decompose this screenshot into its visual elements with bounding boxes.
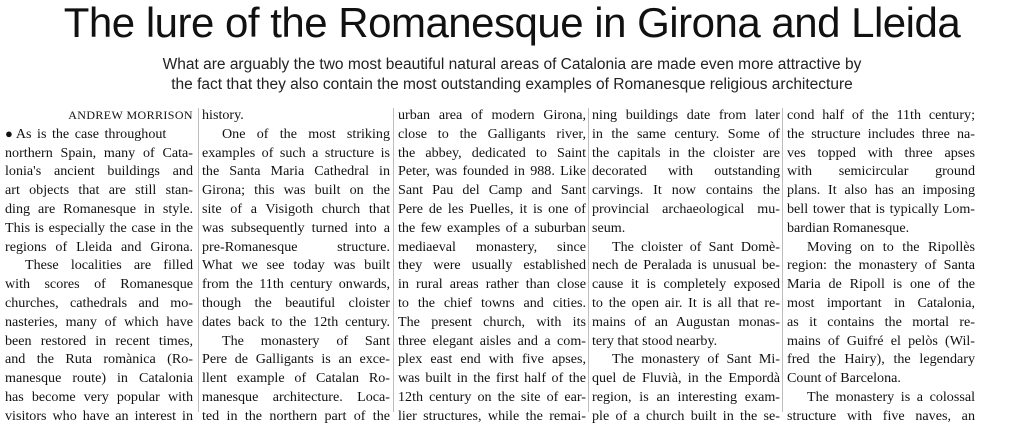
text-line: most important in Catalonia, [787, 294, 975, 311]
text-line: Pere de Galligants is an exce- [202, 351, 390, 368]
text-line: and the Ruta romànica (Ro- [5, 351, 193, 368]
text-line: churches, cathedrals and mo- [5, 294, 193, 311]
text-line: from the 11th century onwards, [202, 276, 390, 293]
text-line: the capitals in the cloister are [592, 144, 780, 161]
text-line: Count of Barcelona. [787, 370, 901, 387]
text-line: fred the Hairy), the legendary [787, 351, 975, 368]
article-column-5 [787, 106, 975, 426]
text-line: 12th century on the site of ear- [398, 388, 586, 405]
text-line: The cloister of Sant Domè- [612, 238, 780, 255]
text-line: region, is an interesting exam- [592, 388, 780, 405]
text-line: seum. [592, 219, 626, 236]
standfirst-line: What are arguably the two most beautiful natural areas of Catalonia are made even more attractive by [162, 56, 862, 73]
text-line: mains of an Augustan monas- [592, 313, 780, 330]
text-line: regions of Lleida and Girona. [5, 238, 193, 255]
text-line: with semicircular ground [787, 163, 975, 180]
text-line: ves topped with three apses [787, 144, 975, 161]
text-line: ding are Romanesque in style. [5, 200, 193, 217]
text-line: manesque route) in Catalonia [5, 370, 193, 387]
text-line: Peter, was founded in 988. Like [398, 163, 586, 180]
text-line: northern Spain, many of Cata- [5, 144, 193, 161]
standfirst-line: the fact that they also contain the most outstanding examples of Romanesque religious architecture [171, 76, 853, 93]
text-line: was built in the first half of the [398, 370, 586, 387]
article-headline: The lure of the Romanesque in Girona and Lleida [63, 0, 961, 46]
text-line: carvings. It now contains the [592, 182, 780, 199]
text-line: The monastery of Sant [222, 332, 390, 349]
text-line: close to the Galligants river, [398, 125, 586, 142]
text-line: bardian Romanesque. [787, 219, 910, 236]
text-line: cause it is completely exposed [592, 276, 780, 293]
text-line: to the chief towns and cities. [398, 294, 586, 311]
text-line: pre-Romanesque structure. [202, 238, 390, 255]
text-line: bell tower that is typically Lom- [787, 200, 975, 217]
text-line: llent example of Catalan Ro- [202, 370, 390, 387]
text-line: One of the most striking [222, 125, 390, 142]
text-line: examples of such a structure is [202, 144, 390, 161]
text-line: mains of Guifré el pelòs (Wil- [787, 332, 975, 349]
column-divider [782, 108, 783, 412]
text-line: art objects that are still stan- [5, 182, 193, 199]
bullet-icon: ● [5, 125, 13, 141]
text-line: This is especially the case in the [5, 219, 193, 236]
text-line: tery that stood nearby. [592, 332, 718, 349]
text-line: These localities are filled [25, 257, 193, 274]
text-line: urban area of modern Girona, [398, 107, 586, 123]
text-line: visitors who have an interest in [5, 407, 193, 424]
text-line: the Santa Maria Cathedral in [202, 163, 390, 180]
text-line: lier structures, while the remai- [398, 407, 586, 424]
text-line: in rural areas rather than close [398, 276, 586, 293]
text-line: in the same century. Some of [592, 125, 780, 142]
text-line: to the open air. It is all that re- [592, 294, 780, 311]
text-line: site of a Visigoth church that [202, 200, 390, 217]
text-line: history. [202, 107, 244, 123]
text-line: the abbey, dedicated to Saint [398, 144, 586, 161]
text-line: ple of a church built in the se- [592, 407, 780, 424]
text-line: Girona; this was built on the [202, 182, 390, 199]
text-line: Moving on to the Ripollès [807, 238, 975, 255]
article-column-3 [398, 106, 586, 426]
text-line: as it contains the mortal re- [787, 313, 975, 330]
text-line: provincial archaeological mu- [592, 200, 780, 217]
text-line: been restored in recent times, [5, 332, 193, 349]
text-line: was subsequently turned into a [202, 219, 390, 236]
text-line: dates back to the 12th century. [202, 313, 390, 330]
text-line: ted in the northern part of the [202, 407, 390, 424]
article-column-4 [592, 106, 780, 426]
text-line: they were usually established [398, 257, 586, 274]
article-column-1 [5, 106, 193, 426]
text-line: Maria de Ripoll is one of the [787, 276, 975, 293]
text-line: Sant Pau del Camp and Sant [398, 182, 586, 199]
text-line: Pere de les Puelles, it is one of [398, 200, 586, 217]
text-line: The monastery of Sant Mi- [612, 351, 780, 368]
text-line: manesque architecture. Loca- [202, 388, 390, 405]
text-line: nasteries, many of which have [5, 313, 193, 330]
text-line: plex east end with five apses, [398, 351, 586, 368]
column-divider [198, 108, 199, 412]
text-line [5, 125, 193, 144]
text-line: quel de Fluvià, in the Empordà [592, 370, 780, 387]
text-line: the structure includes three na- [787, 125, 975, 142]
text-line: ning buildings date from later [592, 107, 780, 123]
text-line: mediaeval monastery, since [398, 238, 586, 255]
text-line: decorated with outstanding [592, 163, 780, 180]
article-standfirst [0, 55, 1024, 95]
text-line: the few examples of a suburban [398, 219, 586, 236]
text-line: with scores of Romanesque [5, 276, 193, 293]
text-line: plans. It also has an imposing [787, 182, 975, 199]
text-line: structure with five naves, an [787, 407, 975, 424]
text-line: The monastery is a colossal [807, 388, 975, 405]
text-line: lonia's ancient buildings and [5, 163, 193, 180]
text-line: nech de Peralada is unusual be- [592, 257, 780, 274]
text-line: What we see today was built [202, 257, 390, 274]
text-line: has become very popular with [5, 388, 193, 405]
article-column-2 [202, 106, 390, 426]
text-line-content: As is the case throughout [15, 125, 167, 142]
text-line: three elegant aisles and a com- [398, 332, 586, 349]
text-line: though the beautiful cloister [202, 294, 390, 311]
text-line: cond half of the 11th century; [787, 107, 975, 123]
byline: ANDREW MORRISON [68, 108, 193, 122]
column-divider [393, 108, 394, 412]
text-line: region: the monastery of Santa [787, 257, 975, 274]
column-divider [588, 108, 589, 412]
text-line: The present church, with its [398, 313, 586, 330]
